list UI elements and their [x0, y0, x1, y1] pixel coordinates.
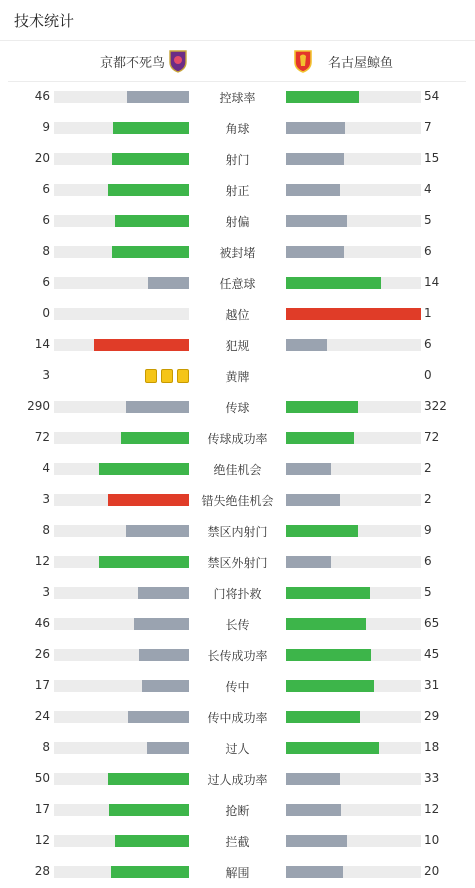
away-stat-value: 6 — [424, 337, 432, 351]
stat-label: 黄牌 — [225, 370, 250, 384]
away-stat-bar-track — [286, 215, 421, 227]
stat-label: 绝佳机会 — [213, 463, 262, 477]
home-stat-bar — [112, 153, 189, 165]
away-stat-bar-track — [286, 680, 421, 692]
stat-row — [0, 453, 475, 484]
away-stat-bar — [286, 649, 371, 661]
yellow-card-icon — [145, 369, 157, 383]
stat-row — [0, 515, 475, 546]
away-stat-bar-track — [286, 587, 421, 599]
away-stat-bar-track — [286, 308, 421, 320]
stat-row — [0, 143, 475, 174]
away-stat-bar-track — [286, 835, 421, 847]
away-stat-bar-track — [286, 246, 421, 258]
away-stat-value: 1 — [424, 306, 432, 320]
stat-row — [0, 391, 475, 422]
stat-row — [0, 670, 475, 701]
home-stat-value: 17 — [34, 802, 50, 816]
away-stat-bar-track — [286, 494, 421, 506]
away-stat-bar-track — [286, 618, 421, 630]
stat-row — [0, 608, 475, 639]
home-stat-bar — [112, 246, 189, 258]
home-stat-bar-track — [54, 184, 189, 196]
header-bar — [0, 0, 475, 41]
home-stat-bar-track — [54, 339, 189, 351]
away-stat-bar-track — [286, 339, 421, 351]
home-stat-bar-track — [54, 308, 189, 320]
away-stat-value: 4 — [424, 182, 432, 196]
home-team-badge-icon[interactable] — [168, 49, 188, 73]
away-stat-value: 29 — [424, 709, 440, 723]
stat-label: 禁区内射门 — [207, 525, 268, 539]
stat-label: 长传 — [225, 618, 250, 632]
away-stat-value: 20 — [424, 864, 440, 878]
home-stat-bar — [142, 680, 189, 692]
home-stat-bar-track — [54, 432, 189, 444]
yellow-card-icon — [177, 369, 189, 383]
stat-label: 角球 — [225, 122, 250, 136]
home-stat-bar-track — [54, 463, 189, 475]
home-stat-bar-track — [54, 587, 189, 599]
stat-label: 射偏 — [225, 215, 250, 229]
away-stat-bar-track — [286, 649, 421, 661]
away-stat-bar-track — [286, 184, 421, 196]
home-stat-value: 3 — [42, 368, 50, 382]
stat-row — [0, 701, 475, 732]
home-stat-value: 0 — [42, 306, 50, 320]
home-stat-bar — [108, 773, 189, 785]
stat-row — [0, 422, 475, 453]
away-stat-bar — [286, 556, 331, 568]
away-stat-bar-track — [286, 525, 421, 537]
stat-row — [0, 639, 475, 670]
yellow-cards — [145, 369, 189, 383]
away-stat-value: 0 — [424, 368, 432, 382]
away-stat-bar — [286, 618, 366, 630]
home-stat-value: 28 — [34, 864, 50, 878]
away-stat-value: 322 — [424, 399, 447, 413]
stat-label: 任意球 — [219, 277, 256, 291]
away-stat-bar-track — [286, 401, 421, 413]
home-stat-bar — [115, 835, 189, 847]
stat-label: 过人成功率 — [207, 773, 268, 787]
stat-row — [0, 205, 475, 236]
home-stat-bar-track — [54, 153, 189, 165]
away-stat-value: 2 — [424, 492, 432, 506]
away-stat-bar-track — [286, 556, 421, 568]
away-stat-value: 31 — [424, 678, 440, 692]
stat-row — [0, 174, 475, 205]
home-stat-value: 8 — [42, 244, 50, 258]
home-stat-bar — [109, 804, 189, 816]
away-stat-value: 54 — [424, 89, 440, 103]
home-stat-bar — [126, 401, 189, 413]
stat-label: 被封堵 — [219, 246, 256, 260]
away-stat-bar — [286, 246, 344, 258]
away-stat-bar — [286, 742, 379, 754]
away-stat-bar — [286, 804, 341, 816]
away-stat-value: 7 — [424, 120, 432, 134]
home-stat-bar-track — [54, 773, 189, 785]
away-stat-bar — [286, 122, 345, 134]
stat-row — [0, 360, 475, 391]
away-stat-bar — [286, 494, 340, 506]
stat-label: 越位 — [225, 308, 250, 322]
away-stat-value: 9 — [424, 523, 432, 537]
home-stat-value: 6 — [42, 213, 50, 227]
away-stat-bar-track — [286, 277, 421, 289]
stat-label: 犯规 — [225, 339, 250, 353]
home-stat-value: 14 — [34, 337, 50, 351]
page-title: 技术统计 — [14, 12, 75, 30]
home-stat-bar-track — [54, 215, 189, 227]
away-stat-value: 10 — [424, 833, 440, 847]
away-stat-value: 18 — [424, 740, 440, 754]
away-stat-bar-track — [286, 463, 421, 475]
home-stat-bar — [134, 618, 189, 630]
stat-row — [0, 763, 475, 794]
away-stat-value: 5 — [424, 585, 432, 599]
home-stat-bar-track — [54, 122, 189, 134]
stat-label: 禁区外射门 — [207, 556, 268, 570]
stat-row — [0, 267, 475, 298]
home-stat-bar-track — [54, 494, 189, 506]
away-stat-bar — [286, 277, 381, 289]
home-stat-value: 46 — [34, 616, 50, 630]
stat-label: 射正 — [225, 184, 250, 198]
away-stat-value: 2 — [424, 461, 432, 475]
home-stat-value: 8 — [42, 523, 50, 537]
home-team-name[interactable]: 京都不死鸟 — [100, 56, 166, 71]
away-stat-value: 12 — [424, 802, 440, 816]
stat-row — [0, 856, 475, 887]
stat-label: 长传成功率 — [207, 649, 268, 663]
home-stat-bar — [126, 525, 189, 537]
stat-label: 传中成功率 — [207, 711, 268, 725]
away-stat-bar — [286, 773, 340, 785]
home-stat-value: 6 — [42, 182, 50, 196]
stat-row — [0, 81, 475, 112]
home-stat-value: 26 — [34, 647, 50, 661]
home-stat-bar-track — [54, 742, 189, 754]
away-team-name[interactable]: 名古屋鲸鱼 — [328, 56, 394, 71]
home-stat-bar-track — [54, 618, 189, 630]
away-stat-bar — [286, 339, 327, 351]
away-stat-bar — [286, 463, 331, 475]
stat-label: 抢断 — [225, 804, 250, 818]
home-stat-value: 72 — [34, 430, 50, 444]
stat-row — [0, 732, 475, 763]
away-stat-bar — [286, 308, 421, 320]
home-stat-value: 4 — [42, 461, 50, 475]
away-stat-bar — [286, 91, 359, 103]
away-stat-bar — [286, 153, 344, 165]
home-stat-bar — [111, 866, 189, 878]
home-stat-bar-track — [54, 835, 189, 847]
home-stat-value: 9 — [42, 120, 50, 134]
yellow-card-icon — [161, 369, 173, 383]
home-stat-value: 3 — [42, 492, 50, 506]
away-stat-bar-track — [286, 711, 421, 723]
stat-row — [0, 112, 475, 143]
away-stat-bar — [286, 711, 360, 723]
home-stat-bar — [115, 215, 189, 227]
home-stat-bar — [148, 277, 189, 289]
away-stat-bar — [286, 680, 374, 692]
stat-label: 射门 — [225, 153, 250, 167]
home-stat-bar-track — [54, 556, 189, 568]
away-stat-bar — [286, 401, 358, 413]
home-stat-bar — [99, 463, 189, 475]
home-stat-bar-track — [54, 649, 189, 661]
away-stat-bar — [286, 525, 358, 537]
stat-label: 控球率 — [219, 91, 256, 105]
home-stat-bar-track — [54, 680, 189, 692]
stat-row — [0, 825, 475, 856]
away-stat-bar — [286, 432, 354, 444]
home-stat-bar — [94, 339, 189, 351]
stat-row — [0, 484, 475, 515]
home-stat-bar — [113, 122, 189, 134]
home-stat-value: 3 — [42, 585, 50, 599]
away-stat-value: 6 — [424, 244, 432, 258]
home-stat-bar — [128, 711, 189, 723]
home-stat-bar — [127, 91, 189, 103]
away-stat-bar — [286, 215, 347, 227]
home-stat-bar — [138, 587, 189, 599]
home-stat-bar-track — [54, 804, 189, 816]
stat-label: 传球 — [225, 401, 250, 415]
home-stat-value: 12 — [34, 554, 50, 568]
away-stat-bar-track — [286, 866, 421, 878]
home-stat-value: 20 — [34, 151, 50, 165]
stat-row — [0, 329, 475, 360]
home-stat-bar — [139, 649, 189, 661]
away-stat-bar-track — [286, 804, 421, 816]
home-stat-bar-track — [54, 525, 189, 537]
stat-label: 过人 — [225, 742, 250, 756]
stat-label: 拦截 — [225, 835, 250, 849]
home-stat-value: 50 — [34, 771, 50, 785]
home-stat-value: 46 — [34, 89, 50, 103]
away-stat-value: 45 — [424, 647, 440, 661]
home-stat-bar-track — [54, 711, 189, 723]
away-stat-bar-track — [286, 153, 421, 165]
away-stat-value: 72 — [424, 430, 440, 444]
home-stat-bar-track — [54, 866, 189, 878]
stat-row — [0, 236, 475, 267]
home-stat-value: 12 — [34, 833, 50, 847]
stat-row — [0, 298, 475, 329]
away-stat-bar-track — [286, 773, 421, 785]
stat-row — [0, 546, 475, 577]
away-stat-bar-track — [286, 742, 421, 754]
stat-label: 传中 — [225, 680, 250, 694]
away-stat-bar — [286, 184, 340, 196]
home-stat-bar — [108, 494, 189, 506]
teams-header — [8, 41, 466, 82]
stat-label: 解围 — [225, 866, 250, 880]
stat-label: 门将扑救 — [213, 587, 262, 601]
away-stat-bar — [286, 866, 343, 878]
home-stat-bar — [147, 742, 189, 754]
home-stat-bar-track — [54, 91, 189, 103]
home-stat-bar — [121, 432, 189, 444]
away-stat-value: 15 — [424, 151, 440, 165]
stat-row — [0, 577, 475, 608]
home-stat-bar-track — [54, 401, 189, 413]
away-stat-value: 33 — [424, 771, 440, 785]
away-stat-bar-track — [286, 91, 421, 103]
away-stat-bar — [286, 587, 370, 599]
home-stat-value: 24 — [34, 709, 50, 723]
home-stat-value: 8 — [42, 740, 50, 754]
home-stat-bar-track — [54, 277, 189, 289]
home-stat-value: 290 — [27, 399, 50, 413]
home-stat-value: 6 — [42, 275, 50, 289]
stat-row — [0, 794, 475, 825]
stat-label: 传球成功率 — [207, 432, 268, 446]
away-stat-bar — [286, 835, 347, 847]
home-stat-bar — [108, 184, 189, 196]
away-stat-value: 6 — [424, 554, 432, 568]
away-team-badge-icon[interactable] — [293, 49, 313, 73]
away-stat-value: 14 — [424, 275, 440, 289]
away-stat-bar-track — [286, 432, 421, 444]
away-stat-value: 65 — [424, 616, 440, 630]
home-stat-bar — [99, 556, 189, 568]
away-stat-bar-track — [286, 122, 421, 134]
home-stat-value: 17 — [34, 678, 50, 692]
home-stat-bar-track — [54, 246, 189, 258]
away-stat-value: 5 — [424, 213, 432, 227]
stat-label: 错失绝佳机会 — [201, 494, 274, 508]
